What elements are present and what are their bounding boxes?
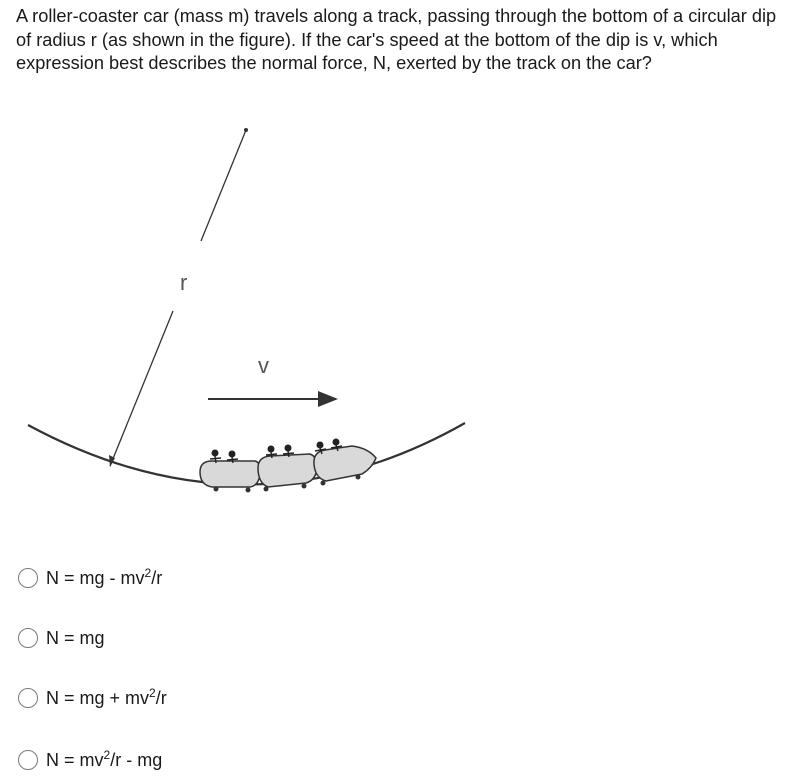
roller-coaster-figure (0, 110, 500, 510)
radio-button-1[interactable] (18, 568, 38, 588)
coaster-car-1 (200, 450, 260, 492)
radius-label: r (180, 270, 188, 295)
figure-svg (0, 110, 500, 510)
option-4[interactable] (18, 746, 162, 774)
option-3-label: N = mg + $mv^2/r$ (46, 685, 167, 708)
velocity-label: v (258, 353, 269, 378)
circle-center-dot (244, 128, 248, 132)
option-2[interactable] (18, 624, 105, 652)
option-1-label: N = mg - $mv^2/r$ (46, 565, 163, 588)
coaster-car-2 (258, 445, 317, 491)
question-text: A roller-coaster car (mass m) travels along a track, passing through the bottom of a circular dip of radius r (as shown in the figure). If the car's speed at the bottom of the dip is v, which expression best describes the normal force, N, exerted by the track on the car? (16, 6, 777, 73)
option-1[interactable] (18, 564, 162, 592)
radius-line-upper (201, 130, 246, 241)
option-2-label: N = mg (46, 627, 105, 648)
radio-button-3[interactable] (18, 688, 38, 708)
radio-button-4[interactable] (18, 750, 38, 770)
radio-button-2[interactable] (18, 628, 38, 648)
option-4-label: $N = mv^2/r$ - mg (46, 747, 163, 770)
option-3[interactable] (18, 684, 167, 712)
radius-line-lower (110, 311, 173, 466)
coaster-car-3 (314, 439, 376, 485)
roller-coaster-train (200, 439, 376, 492)
